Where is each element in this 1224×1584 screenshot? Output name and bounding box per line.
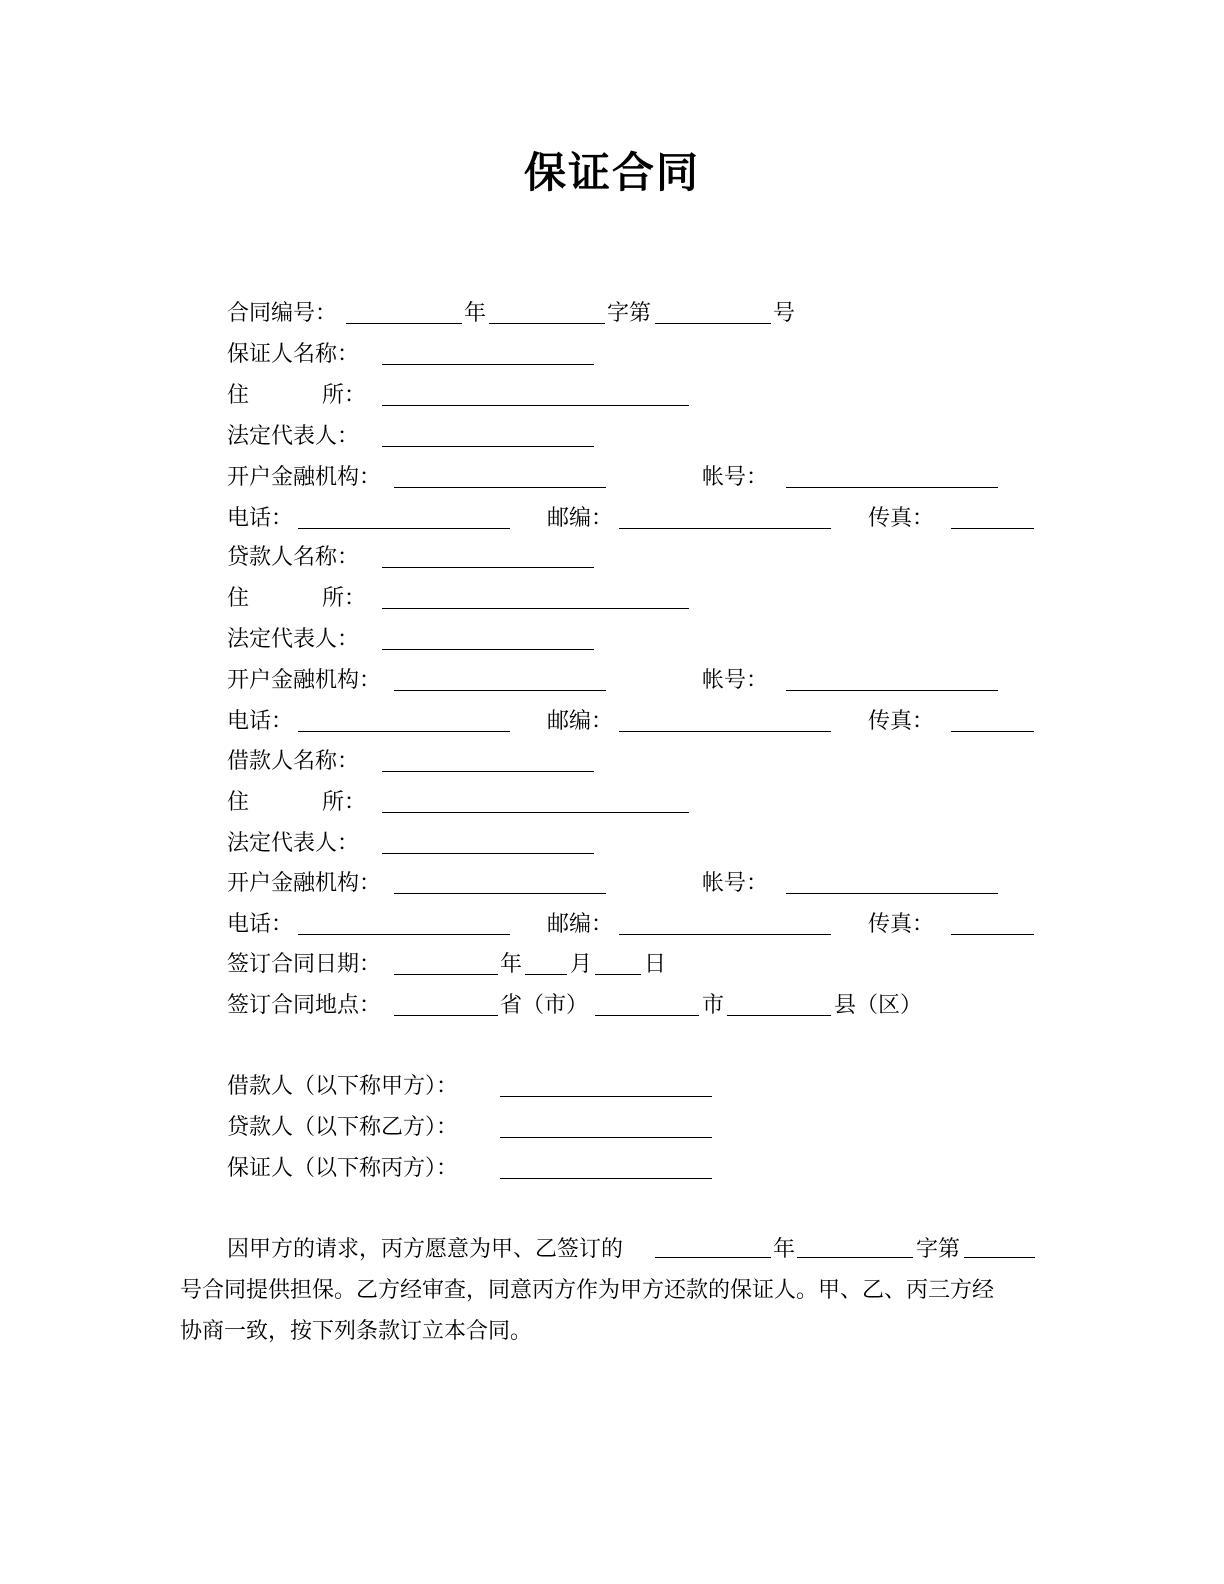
borrower-address-label-2: 所： bbox=[322, 790, 367, 815]
lender-postcode-label: 邮编： bbox=[547, 709, 614, 734]
borrower-phone-label: 电话： bbox=[227, 912, 294, 937]
party-c-field[interactable] bbox=[500, 1178, 712, 1179]
sign-date-day-field[interactable] bbox=[595, 974, 641, 975]
contract-no-year-label: 年 bbox=[464, 301, 487, 326]
borrower-account-field[interactable] bbox=[786, 893, 998, 894]
borrower-bank-row bbox=[227, 868, 1047, 900]
intro-year-label: 年 bbox=[773, 1237, 796, 1262]
guarantor-account-field[interactable] bbox=[786, 487, 998, 488]
guarantor-name-field[interactable] bbox=[382, 364, 594, 365]
party-c-label: 保证人（以下称丙方）： bbox=[227, 1156, 459, 1181]
contract-no-hao-label: 号 bbox=[773, 301, 796, 326]
lender-name-row bbox=[227, 542, 1027, 574]
contract-no-label: 合同编号： bbox=[227, 301, 338, 326]
guarantor-rep-field[interactable] bbox=[382, 446, 594, 447]
borrower-bank-field[interactable] bbox=[394, 893, 606, 894]
lender-address-label-2: 所： bbox=[322, 586, 367, 611]
lender-bank-field[interactable] bbox=[394, 690, 606, 691]
guarantor-rep-label: 法定代表人： bbox=[227, 424, 360, 449]
guarantor-bank-label: 开户金融机构： bbox=[227, 465, 382, 490]
sign-place-county-field[interactable] bbox=[727, 1015, 831, 1016]
lender-bank-row bbox=[227, 665, 1047, 697]
borrower-rep-row bbox=[227, 828, 1027, 860]
intro-line-2: 号合同提供担保。乙方经审查，同意丙方作为甲方还款的保证人。甲、乙、丙三方经 bbox=[180, 1278, 995, 1303]
contract-no-zi-label: 字第 bbox=[607, 301, 652, 326]
sign-place-row bbox=[227, 990, 1047, 1022]
guarantor-fax-label: 传真： bbox=[868, 506, 935, 531]
borrower-postcode-label: 邮编： bbox=[547, 912, 614, 937]
party-b-field[interactable] bbox=[500, 1137, 712, 1138]
intro-zi-label: 字第 bbox=[916, 1237, 961, 1262]
borrower-name-row bbox=[227, 746, 1027, 778]
party-a-field[interactable] bbox=[500, 1096, 712, 1097]
lender-rep-field[interactable] bbox=[382, 649, 594, 650]
party-b-row bbox=[227, 1112, 1027, 1144]
contract-no-row bbox=[227, 298, 1027, 330]
guarantor-address-field[interactable] bbox=[382, 405, 689, 406]
guarantor-phone-field[interactable] bbox=[298, 528, 510, 529]
guarantor-postcode-label: 邮编： bbox=[547, 506, 614, 531]
intro-zi-field[interactable] bbox=[797, 1257, 913, 1258]
borrower-contact-row bbox=[227, 909, 1047, 941]
guarantor-rep-row bbox=[227, 421, 1027, 453]
lender-address-field[interactable] bbox=[382, 608, 689, 609]
party-c-row bbox=[227, 1153, 1027, 1185]
sign-date-year-label: 年 bbox=[500, 952, 523, 977]
contract-no-number-field[interactable] bbox=[655, 323, 771, 324]
sign-place-province-label: 省（市） bbox=[500, 993, 589, 1018]
sign-place-province-field[interactable] bbox=[394, 1015, 498, 1016]
intro-line-1 bbox=[180, 1229, 1036, 1270]
guarantor-address-label-2: 所： bbox=[322, 383, 367, 408]
borrower-address-row bbox=[227, 787, 1027, 819]
borrower-rep-label: 法定代表人： bbox=[227, 831, 360, 856]
party-a-row bbox=[227, 1071, 1027, 1103]
sign-place-city-label: 市 bbox=[702, 993, 725, 1018]
guarantor-account-label: 帐号： bbox=[702, 465, 769, 490]
lender-fax-field[interactable] bbox=[951, 731, 1034, 732]
sign-date-row bbox=[227, 949, 1027, 981]
sign-place-city-field[interactable] bbox=[595, 1015, 699, 1016]
borrower-name-field[interactable] bbox=[382, 771, 594, 772]
contract-no-zi-field[interactable] bbox=[489, 323, 605, 324]
sign-date-label: 签订合同日期： bbox=[227, 952, 382, 977]
lender-phone-label: 电话： bbox=[227, 709, 294, 734]
lender-name-label: 贷款人名称： bbox=[227, 545, 360, 570]
intro-line-1-text: 因甲方的请求，丙方愿意为甲、乙签订的 bbox=[227, 1237, 624, 1262]
guarantor-postcode-field[interactable] bbox=[619, 528, 831, 529]
intro-paragraph bbox=[180, 1229, 1036, 1352]
guarantor-bank-row bbox=[227, 462, 1047, 494]
lender-phone-field[interactable] bbox=[298, 731, 510, 732]
borrower-phone-field[interactable] bbox=[298, 934, 510, 935]
guarantor-name-row bbox=[227, 339, 1027, 371]
document-title: 保证合同 bbox=[523, 148, 700, 197]
lender-bank-label: 开户金融机构： bbox=[227, 668, 382, 693]
guarantor-contact-row bbox=[227, 503, 1047, 535]
borrower-fax-field[interactable] bbox=[951, 934, 1034, 935]
borrower-bank-label: 开户金融机构： bbox=[227, 871, 382, 896]
borrower-account-label: 帐号： bbox=[702, 871, 769, 896]
lender-name-field[interactable] bbox=[382, 567, 594, 568]
lender-account-label: 帐号： bbox=[702, 668, 769, 693]
borrower-fax-label: 传真： bbox=[868, 912, 935, 937]
party-b-label: 贷款人（以下称乙方）： bbox=[227, 1115, 459, 1140]
contract-no-year-field[interactable] bbox=[346, 323, 462, 324]
party-a-label: 借款人（以下称甲方）： bbox=[227, 1074, 459, 1099]
sign-date-month-field[interactable] bbox=[525, 974, 567, 975]
intro-line-3: 协商一致，按下列条款订立本合同。 bbox=[180, 1319, 533, 1344]
borrower-name-label: 借款人名称： bbox=[227, 749, 360, 774]
guarantor-name-label: 保证人名称： bbox=[227, 342, 360, 367]
lender-rep-label: 法定代表人： bbox=[227, 627, 360, 652]
sign-date-month-label: 月 bbox=[570, 952, 593, 977]
intro-year-field[interactable] bbox=[655, 1257, 771, 1258]
borrower-address-label-1: 住 bbox=[227, 790, 250, 815]
sign-date-year-field[interactable] bbox=[394, 974, 498, 975]
sign-place-label: 签订合同地点： bbox=[227, 993, 382, 1018]
lender-rep-row bbox=[227, 624, 1027, 656]
sign-place-county-label: 县（区） bbox=[834, 993, 923, 1018]
lender-contact-row bbox=[227, 706, 1047, 738]
guarantor-address-label-1: 住 bbox=[227, 383, 250, 408]
lender-account-field[interactable] bbox=[786, 690, 998, 691]
lender-postcode-field[interactable] bbox=[619, 731, 831, 732]
guarantor-address-row bbox=[227, 380, 1027, 412]
borrower-rep-field[interactable] bbox=[382, 853, 594, 854]
borrower-address-field[interactable] bbox=[382, 812, 689, 813]
lender-address-row bbox=[227, 583, 1027, 615]
intro-number-field[interactable] bbox=[964, 1257, 1035, 1258]
lender-fax-label: 传真： bbox=[868, 709, 935, 734]
sign-date-day-label: 日 bbox=[644, 952, 667, 977]
borrower-postcode-field[interactable] bbox=[619, 934, 831, 935]
guarantor-phone-label: 电话： bbox=[227, 506, 294, 531]
lender-address-label-1: 住 bbox=[227, 586, 250, 611]
guarantor-fax-field[interactable] bbox=[951, 528, 1034, 529]
guarantor-bank-field[interactable] bbox=[394, 487, 606, 488]
